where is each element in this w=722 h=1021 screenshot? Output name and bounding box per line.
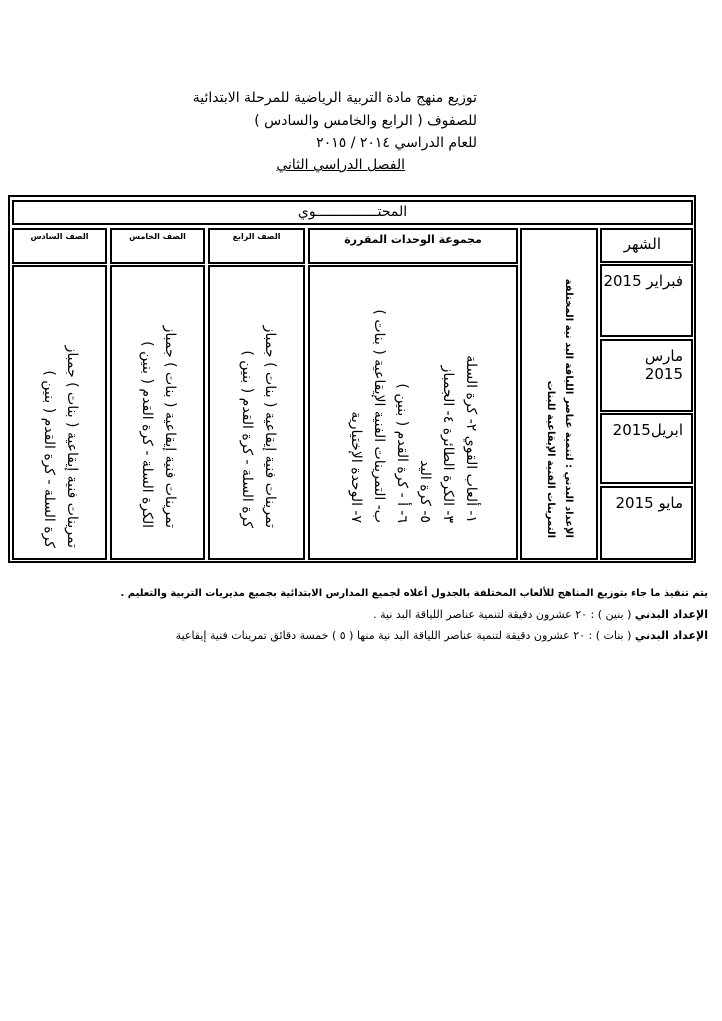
units-line-6: ٧- الوحدة الإختيارية: [348, 411, 364, 523]
month-row-april: ابريل2015: [600, 413, 693, 484]
units-line-5: ب- التمرينات الفنية الإيقاعية ( بنات ): [371, 309, 387, 523]
grade6-line-2: كرة السلة - كرة القدم ( بنين ): [41, 370, 57, 548]
month-row-february: فبراير 2015: [600, 264, 693, 337]
grade6-line-1: تمرينات فنية إيقاعية ( بنات ) جمباز: [64, 345, 80, 548]
grade4-line-2: كرة السلة - كرة القدم ( بنين ): [239, 350, 255, 528]
header-line-1: توزيع منهج مادة التربية الرياضية للمرحلة الابتدائية: [192, 90, 477, 106]
note-line-2: [373, 608, 708, 621]
fitness-cell: [520, 228, 598, 560]
units-line-2: ٣- الكرة الطائرة ٤- الجمباز: [440, 365, 456, 523]
units-header-label: مجموعة الوحدات المقررة: [344, 233, 482, 246]
content-title: المحتـــــــــــــــوي: [297, 204, 408, 220]
month-row-may: مايو 2015: [600, 486, 693, 560]
grade5-header: الصف الخامس: [110, 228, 205, 264]
grade4-cell: [208, 265, 305, 560]
fitness-line-1: الإعداد البدني : لتنمية عناصر اللياقة البد نية المختلفة: [563, 278, 574, 538]
units-cell: [308, 265, 518, 560]
grade4-header: الصف الرابع: [208, 228, 305, 264]
note-line-3-text: ( بنات ) : ٢٠ عشرون دقيقة لتنمية عناصر اللياقة البد نية منها ( ٥ ) خمسة دقائق تمرينات فنية إيقاعية: [175, 629, 635, 642]
note-line-2-text: ( بنين ) : ٢٠ عشرون دقيقة لتنمية عناصر اللياقة البد نية .: [373, 608, 635, 621]
fitness-line-2: التمرينات الفنية الإيقاعية للبنات: [545, 380, 556, 538]
month-row-march: مارس 2015: [600, 339, 693, 412]
grade5-line-1: تمرينات فنية إيقاعية ( بنات ) جمباز: [162, 325, 178, 528]
note-line-1: يتم تنفيذ ما جاء بتوزيع المناهج للألعاب المختلفة بالجدول أعلاه لجميع المدارس الابتدائية بجميع مديريات التربية والتعليم .: [120, 588, 708, 599]
grade4-line-1: تمرينات فنية إيقاعية ( بنات ) جمباز: [262, 325, 278, 528]
units-line-4: ٦- أ - كرة القدم ( بنين ): [394, 383, 410, 523]
note-line-3: [176, 629, 708, 642]
units-header: [308, 228, 518, 264]
note-line-3-label: الإعداد البدني: [634, 629, 708, 642]
month-header-label: الشهر: [623, 235, 661, 253]
header-line-2: للصفوف ( الرابع والخامس والسادس ): [254, 113, 477, 129]
units-line-1: ١- ألعاب القوي ٢- كرة السلة: [463, 355, 479, 523]
grade6-header: الصف السادس: [12, 228, 107, 264]
grade6-cell: [12, 265, 107, 560]
header-line-3: للعام الدراسي ٢٠١٤ / ٢٠١٥: [316, 135, 477, 151]
month-header: [600, 228, 693, 263]
note-line-2-label: الإعداد البدني: [634, 608, 708, 621]
units-line-3: ٥- كرة اليد: [417, 460, 433, 523]
content-title-cell: [12, 200, 693, 225]
grade5-line-2: الكرة السلة - كرة القدم ( بنين ): [139, 341, 155, 528]
grade5-cell: [110, 265, 205, 560]
header-semester: الفصل الدراسي الثاني: [276, 157, 405, 173]
